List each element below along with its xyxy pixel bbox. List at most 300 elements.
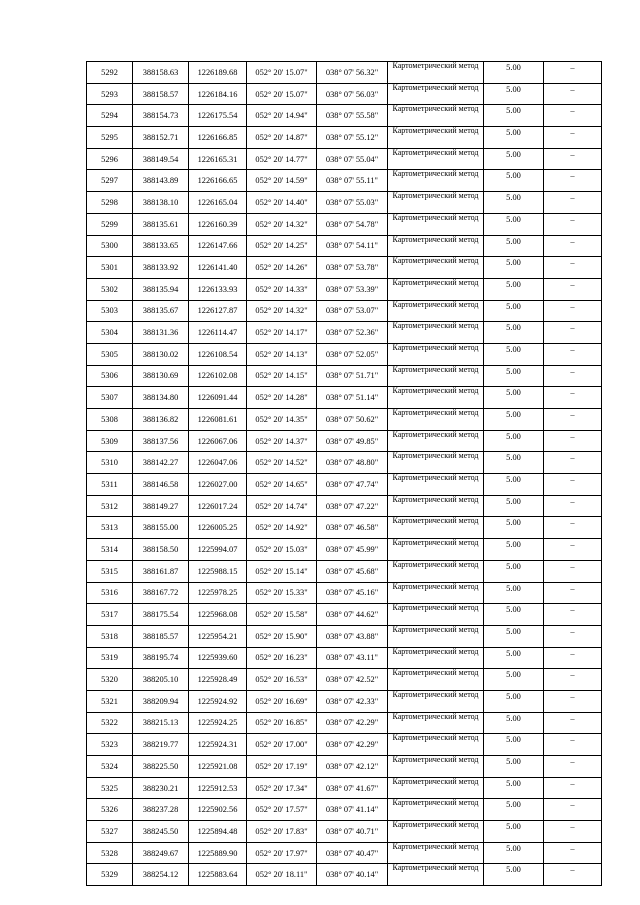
y-coordinate-cell: 1226005.25 (189, 517, 247, 539)
point-number-cell: 5317 (87, 604, 133, 626)
accuracy-cell: 5.00 (484, 690, 544, 712)
accuracy-cell: 5.00 (484, 387, 544, 409)
method-cell: Картометрический метод (388, 842, 484, 864)
table-row (87, 560, 602, 582)
table-row (87, 647, 602, 669)
note-cell: – (544, 712, 602, 734)
note-cell: – (544, 213, 602, 235)
x-coordinate-cell: 388185.57 (133, 625, 189, 647)
longitude-cell: 038° 07' 45.99" (317, 539, 388, 561)
note-cell: – (544, 842, 602, 864)
longitude-cell: 038° 07' 49.85" (317, 430, 388, 452)
method-cell: Картометрический метод (388, 213, 484, 235)
latitude-cell: 052° 20' 14.13" (247, 343, 317, 365)
accuracy-cell: 5.00 (484, 625, 544, 647)
method-cell: Картометрический метод (388, 647, 484, 669)
latitude-cell: 052° 20' 17.00" (247, 734, 317, 756)
accuracy-cell: 5.00 (484, 734, 544, 756)
accuracy-cell: 5.00 (484, 582, 544, 604)
method-cell: Картометрический метод (388, 604, 484, 626)
longitude-cell: 038° 07' 56.03" (317, 83, 388, 105)
longitude-cell: 038° 07' 42.33" (317, 690, 388, 712)
note-cell: – (544, 365, 602, 387)
note-cell: – (544, 539, 602, 561)
note-cell: – (544, 474, 602, 496)
point-number-cell: 5297 (87, 170, 133, 192)
x-coordinate-cell: 388130.02 (133, 343, 189, 365)
x-coordinate-cell: 388254.12 (133, 864, 189, 886)
longitude-cell: 038° 07' 42.12" (317, 756, 388, 778)
point-number-cell: 5325 (87, 777, 133, 799)
accuracy-cell: 5.00 (484, 62, 544, 84)
point-number-cell: 5296 (87, 148, 133, 170)
longitude-cell: 038° 07' 40.14" (317, 864, 388, 886)
accuracy-cell: 5.00 (484, 517, 544, 539)
y-coordinate-cell: 1225902.56 (189, 799, 247, 821)
latitude-cell: 052° 20' 15.14" (247, 560, 317, 582)
longitude-cell: 038° 07' 53.07" (317, 300, 388, 322)
point-number-cell: 5327 (87, 821, 133, 843)
x-coordinate-cell: 388135.67 (133, 300, 189, 322)
y-coordinate-cell: 1226047.06 (189, 452, 247, 474)
y-coordinate-cell: 1225939.60 (189, 647, 247, 669)
x-coordinate-cell: 388249.67 (133, 842, 189, 864)
table-row (87, 625, 602, 647)
y-coordinate-cell: 1226189.68 (189, 62, 247, 84)
note-cell: – (544, 278, 602, 300)
table-row (87, 452, 602, 474)
longitude-cell: 038° 07' 53.39" (317, 278, 388, 300)
accuracy-cell: 5.00 (484, 105, 544, 127)
y-coordinate-cell: 1225924.92 (189, 690, 247, 712)
point-number-cell: 5298 (87, 192, 133, 214)
x-coordinate-cell: 388131.36 (133, 322, 189, 344)
longitude-cell: 038° 07' 47.74" (317, 474, 388, 496)
accuracy-cell: 5.00 (484, 539, 544, 561)
table-row (87, 517, 602, 539)
method-cell: Картометрический метод (388, 539, 484, 561)
latitude-cell: 052° 20' 14.59" (247, 170, 317, 192)
x-coordinate-cell: 388136.82 (133, 409, 189, 431)
point-number-cell: 5313 (87, 517, 133, 539)
longitude-cell: 038° 07' 40.47" (317, 842, 388, 864)
longitude-cell: 038° 07' 55.04" (317, 148, 388, 170)
table-row (87, 734, 602, 756)
note-cell: – (544, 452, 602, 474)
longitude-cell: 038° 07' 42.29" (317, 734, 388, 756)
x-coordinate-cell: 388154.73 (133, 105, 189, 127)
accuracy-cell: 5.00 (484, 430, 544, 452)
latitude-cell: 052° 20' 16.85" (247, 712, 317, 734)
latitude-cell: 052° 20' 14.32" (247, 300, 317, 322)
y-coordinate-cell: 1225894.48 (189, 821, 247, 843)
accuracy-cell: 5.00 (484, 669, 544, 691)
method-cell: Картометрический метод (388, 777, 484, 799)
note-cell: – (544, 625, 602, 647)
point-number-cell: 5319 (87, 647, 133, 669)
longitude-cell: 038° 07' 41.67" (317, 777, 388, 799)
method-cell: Картометрический метод (388, 387, 484, 409)
accuracy-cell: 5.00 (484, 756, 544, 778)
y-coordinate-cell: 1226102.08 (189, 365, 247, 387)
accuracy-cell: 5.00 (484, 452, 544, 474)
longitude-cell: 038° 07' 45.16" (317, 582, 388, 604)
longitude-cell: 038° 07' 43.11" (317, 647, 388, 669)
method-cell: Картометрический метод (388, 821, 484, 843)
table-row (87, 83, 602, 105)
note-cell: – (544, 756, 602, 778)
method-cell: Картометрический метод (388, 582, 484, 604)
method-cell: Картометрический метод (388, 452, 484, 474)
table-row (87, 756, 602, 778)
table-row (87, 213, 602, 235)
y-coordinate-cell: 1226184.16 (189, 83, 247, 105)
x-coordinate-cell: 388135.61 (133, 213, 189, 235)
point-number-cell: 5307 (87, 387, 133, 409)
accuracy-cell: 5.00 (484, 604, 544, 626)
table-row (87, 278, 602, 300)
table-row (87, 864, 602, 886)
method-cell: Картометрический метод (388, 495, 484, 517)
method-cell: Картометрический метод (388, 365, 484, 387)
point-number-cell: 5315 (87, 560, 133, 582)
point-number-cell: 5302 (87, 278, 133, 300)
longitude-cell: 038° 07' 42.52" (317, 669, 388, 691)
accuracy-cell: 5.00 (484, 409, 544, 431)
latitude-cell: 052° 20' 14.52" (247, 452, 317, 474)
y-coordinate-cell: 1226127.87 (189, 300, 247, 322)
note-cell: – (544, 105, 602, 127)
note-cell: – (544, 864, 602, 886)
method-cell: Картометрический метод (388, 235, 484, 257)
table-body (87, 62, 602, 886)
longitude-cell: 038° 07' 47.22" (317, 495, 388, 517)
note-cell: – (544, 669, 602, 691)
x-coordinate-cell: 388149.27 (133, 495, 189, 517)
point-number-cell: 5310 (87, 452, 133, 474)
x-coordinate-cell: 388138.10 (133, 192, 189, 214)
note-cell: – (544, 343, 602, 365)
method-cell: Картометрический метод (388, 430, 484, 452)
accuracy-cell: 5.00 (484, 821, 544, 843)
method-cell: Картометрический метод (388, 257, 484, 279)
method-cell: Картометрический метод (388, 474, 484, 496)
note-cell: – (544, 322, 602, 344)
longitude-cell: 038° 07' 55.58" (317, 105, 388, 127)
accuracy-cell: 5.00 (484, 148, 544, 170)
point-number-cell: 5324 (87, 756, 133, 778)
latitude-cell: 052° 20' 14.40" (247, 192, 317, 214)
latitude-cell: 052° 20' 14.15" (247, 365, 317, 387)
x-coordinate-cell: 388149.54 (133, 148, 189, 170)
table-row (87, 105, 602, 127)
point-number-cell: 5294 (87, 105, 133, 127)
latitude-cell: 052° 20' 14.92" (247, 517, 317, 539)
table-row (87, 409, 602, 431)
latitude-cell: 052° 20' 14.26" (247, 257, 317, 279)
table-row (87, 257, 602, 279)
y-coordinate-cell: 1225912.53 (189, 777, 247, 799)
x-coordinate-cell: 388225.50 (133, 756, 189, 778)
x-coordinate-cell: 388152.71 (133, 127, 189, 149)
latitude-cell: 052° 20' 14.87" (247, 127, 317, 149)
x-coordinate-cell: 388134.80 (133, 387, 189, 409)
point-number-cell: 5295 (87, 127, 133, 149)
y-coordinate-cell: 1226160.39 (189, 213, 247, 235)
x-coordinate-cell: 388245.50 (133, 821, 189, 843)
method-cell: Картометрический метод (388, 127, 484, 149)
latitude-cell: 052° 20' 16.53" (247, 669, 317, 691)
longitude-cell: 038° 07' 43.88" (317, 625, 388, 647)
method-cell: Картометрический метод (388, 278, 484, 300)
latitude-cell: 052° 20' 14.74" (247, 495, 317, 517)
table-row (87, 300, 602, 322)
note-cell: – (544, 192, 602, 214)
method-cell: Картометрический метод (388, 62, 484, 84)
y-coordinate-cell: 1226067.06 (189, 430, 247, 452)
accuracy-cell: 5.00 (484, 799, 544, 821)
accuracy-cell: 5.00 (484, 495, 544, 517)
accuracy-cell: 5.00 (484, 127, 544, 149)
accuracy-cell: 5.00 (484, 647, 544, 669)
longitude-cell: 038° 07' 51.71" (317, 365, 388, 387)
latitude-cell: 052° 20' 14.37" (247, 430, 317, 452)
longitude-cell: 038° 07' 55.12" (317, 127, 388, 149)
longitude-cell: 038° 07' 52.05" (317, 343, 388, 365)
table-row (87, 690, 602, 712)
latitude-cell: 052° 20' 15.03" (247, 539, 317, 561)
point-number-cell: 5328 (87, 842, 133, 864)
latitude-cell: 052° 20' 15.90" (247, 625, 317, 647)
y-coordinate-cell: 1225924.31 (189, 734, 247, 756)
latitude-cell: 052° 20' 16.69" (247, 690, 317, 712)
longitude-cell: 038° 07' 41.14" (317, 799, 388, 821)
point-number-cell: 5309 (87, 430, 133, 452)
y-coordinate-cell: 1225924.25 (189, 712, 247, 734)
method-cell: Картометрический метод (388, 192, 484, 214)
latitude-cell: 052° 20' 16.23" (247, 647, 317, 669)
note-cell: – (544, 387, 602, 409)
method-cell: Картометрический метод (388, 560, 484, 582)
y-coordinate-cell: 1226141.40 (189, 257, 247, 279)
method-cell: Картометрический метод (388, 669, 484, 691)
accuracy-cell: 5.00 (484, 365, 544, 387)
x-coordinate-cell: 388175.54 (133, 604, 189, 626)
y-coordinate-cell: 1226133.93 (189, 278, 247, 300)
note-cell: – (544, 604, 602, 626)
x-coordinate-cell: 388195.74 (133, 647, 189, 669)
note-cell: – (544, 83, 602, 105)
latitude-cell: 052° 20' 14.17" (247, 322, 317, 344)
y-coordinate-cell: 1226165.04 (189, 192, 247, 214)
method-cell: Картометрический метод (388, 148, 484, 170)
longitude-cell: 038° 07' 42.29" (317, 712, 388, 734)
note-cell: – (544, 495, 602, 517)
x-coordinate-cell: 388230.21 (133, 777, 189, 799)
accuracy-cell: 5.00 (484, 83, 544, 105)
method-cell: Картометрический метод (388, 712, 484, 734)
point-number-cell: 5311 (87, 474, 133, 496)
x-coordinate-cell: 388158.63 (133, 62, 189, 84)
table-row (87, 235, 602, 257)
point-number-cell: 5299 (87, 213, 133, 235)
table-row (87, 387, 602, 409)
x-coordinate-cell: 388219.77 (133, 734, 189, 756)
method-cell: Картометрический метод (388, 864, 484, 886)
point-number-cell: 5320 (87, 669, 133, 691)
note-cell: – (544, 517, 602, 539)
table-row (87, 148, 602, 170)
point-number-cell: 5329 (87, 864, 133, 886)
y-coordinate-cell: 1226166.85 (189, 127, 247, 149)
coordinates-table (86, 61, 602, 886)
note-cell: – (544, 690, 602, 712)
x-coordinate-cell: 388143.89 (133, 170, 189, 192)
x-coordinate-cell: 388167.72 (133, 582, 189, 604)
point-number-cell: 5301 (87, 257, 133, 279)
accuracy-cell: 5.00 (484, 213, 544, 235)
longitude-cell: 038° 07' 45.68" (317, 560, 388, 582)
note-cell: – (544, 170, 602, 192)
table-row (87, 712, 602, 734)
point-number-cell: 5322 (87, 712, 133, 734)
x-coordinate-cell: 388146.58 (133, 474, 189, 496)
y-coordinate-cell: 1225883.64 (189, 864, 247, 886)
note-cell: – (544, 582, 602, 604)
accuracy-cell: 5.00 (484, 864, 544, 886)
accuracy-cell: 5.00 (484, 192, 544, 214)
x-coordinate-cell: 388237.28 (133, 799, 189, 821)
latitude-cell: 052° 20' 17.19" (247, 756, 317, 778)
accuracy-cell: 5.00 (484, 322, 544, 344)
point-number-cell: 5306 (87, 365, 133, 387)
point-number-cell: 5323 (87, 734, 133, 756)
method-cell: Картометрический метод (388, 105, 484, 127)
table-row (87, 777, 602, 799)
table-row (87, 192, 602, 214)
accuracy-cell: 5.00 (484, 474, 544, 496)
y-coordinate-cell: 1225954.21 (189, 625, 247, 647)
accuracy-cell: 5.00 (484, 300, 544, 322)
x-coordinate-cell: 388135.94 (133, 278, 189, 300)
method-cell: Картометрический метод (388, 734, 484, 756)
longitude-cell: 038° 07' 50.62" (317, 409, 388, 431)
table-row (87, 539, 602, 561)
x-coordinate-cell: 388205.10 (133, 669, 189, 691)
point-number-cell: 5326 (87, 799, 133, 821)
point-number-cell: 5293 (87, 83, 133, 105)
y-coordinate-cell: 1225921.08 (189, 756, 247, 778)
latitude-cell: 052° 20' 14.32" (247, 213, 317, 235)
point-number-cell: 5314 (87, 539, 133, 561)
latitude-cell: 052° 20' 14.35" (247, 409, 317, 431)
y-coordinate-cell: 1225968.08 (189, 604, 247, 626)
latitude-cell: 052° 20' 14.94" (247, 105, 317, 127)
latitude-cell: 052° 20' 15.58" (247, 604, 317, 626)
longitude-cell: 038° 07' 54.78" (317, 213, 388, 235)
y-coordinate-cell: 1226108.54 (189, 343, 247, 365)
x-coordinate-cell: 388155.00 (133, 517, 189, 539)
point-number-cell: 5304 (87, 322, 133, 344)
point-number-cell: 5312 (87, 495, 133, 517)
accuracy-cell: 5.00 (484, 278, 544, 300)
latitude-cell: 052° 20' 17.57" (247, 799, 317, 821)
note-cell: – (544, 235, 602, 257)
table-row (87, 127, 602, 149)
x-coordinate-cell: 388130.69 (133, 365, 189, 387)
table-row (87, 365, 602, 387)
latitude-cell: 052° 20' 14.33" (247, 278, 317, 300)
note-cell: – (544, 62, 602, 84)
point-number-cell: 5292 (87, 62, 133, 84)
y-coordinate-cell: 1226027.00 (189, 474, 247, 496)
accuracy-cell: 5.00 (484, 343, 544, 365)
latitude-cell: 052° 20' 14.77" (247, 148, 317, 170)
point-number-cell: 5321 (87, 690, 133, 712)
point-number-cell: 5303 (87, 300, 133, 322)
longitude-cell: 038° 07' 54.11" (317, 235, 388, 257)
note-cell: – (544, 409, 602, 431)
note-cell: – (544, 560, 602, 582)
accuracy-cell: 5.00 (484, 777, 544, 799)
y-coordinate-cell: 1226175.54 (189, 105, 247, 127)
longitude-cell: 038° 07' 52.36" (317, 322, 388, 344)
note-cell: – (544, 799, 602, 821)
x-coordinate-cell: 388161.87 (133, 560, 189, 582)
accuracy-cell: 5.00 (484, 842, 544, 864)
method-cell: Картометрический метод (388, 690, 484, 712)
note-cell: – (544, 257, 602, 279)
latitude-cell: 052° 20' 17.97" (247, 842, 317, 864)
table-row (87, 322, 602, 344)
accuracy-cell: 5.00 (484, 170, 544, 192)
table-row (87, 842, 602, 864)
latitude-cell: 052° 20' 17.83" (247, 821, 317, 843)
note-cell: – (544, 127, 602, 149)
longitude-cell: 038° 07' 53.78" (317, 257, 388, 279)
longitude-cell: 038° 07' 44.62" (317, 604, 388, 626)
longitude-cell: 038° 07' 55.11" (317, 170, 388, 192)
y-coordinate-cell: 1225928.49 (189, 669, 247, 691)
point-number-cell: 5305 (87, 343, 133, 365)
table-row (87, 430, 602, 452)
y-coordinate-cell: 1225889.90 (189, 842, 247, 864)
y-coordinate-cell: 1226166.65 (189, 170, 247, 192)
method-cell: Картометрический метод (388, 799, 484, 821)
method-cell: Картометрический метод (388, 322, 484, 344)
table-row (87, 474, 602, 496)
latitude-cell: 052° 20' 14.28" (247, 387, 317, 409)
y-coordinate-cell: 1225978.25 (189, 582, 247, 604)
y-coordinate-cell: 1226165.31 (189, 148, 247, 170)
table-row (87, 669, 602, 691)
x-coordinate-cell: 388133.92 (133, 257, 189, 279)
table-row (87, 799, 602, 821)
table-row (87, 821, 602, 843)
accuracy-cell: 5.00 (484, 560, 544, 582)
table-row (87, 343, 602, 365)
table-row (87, 170, 602, 192)
longitude-cell: 038° 07' 56.32" (317, 62, 388, 84)
note-cell: – (544, 777, 602, 799)
note-cell: – (544, 430, 602, 452)
accuracy-cell: 5.00 (484, 235, 544, 257)
point-number-cell: 5300 (87, 235, 133, 257)
y-coordinate-cell: 1225988.15 (189, 560, 247, 582)
y-coordinate-cell: 1226091.44 (189, 387, 247, 409)
longitude-cell: 038° 07' 48.80" (317, 452, 388, 474)
note-cell: – (544, 148, 602, 170)
